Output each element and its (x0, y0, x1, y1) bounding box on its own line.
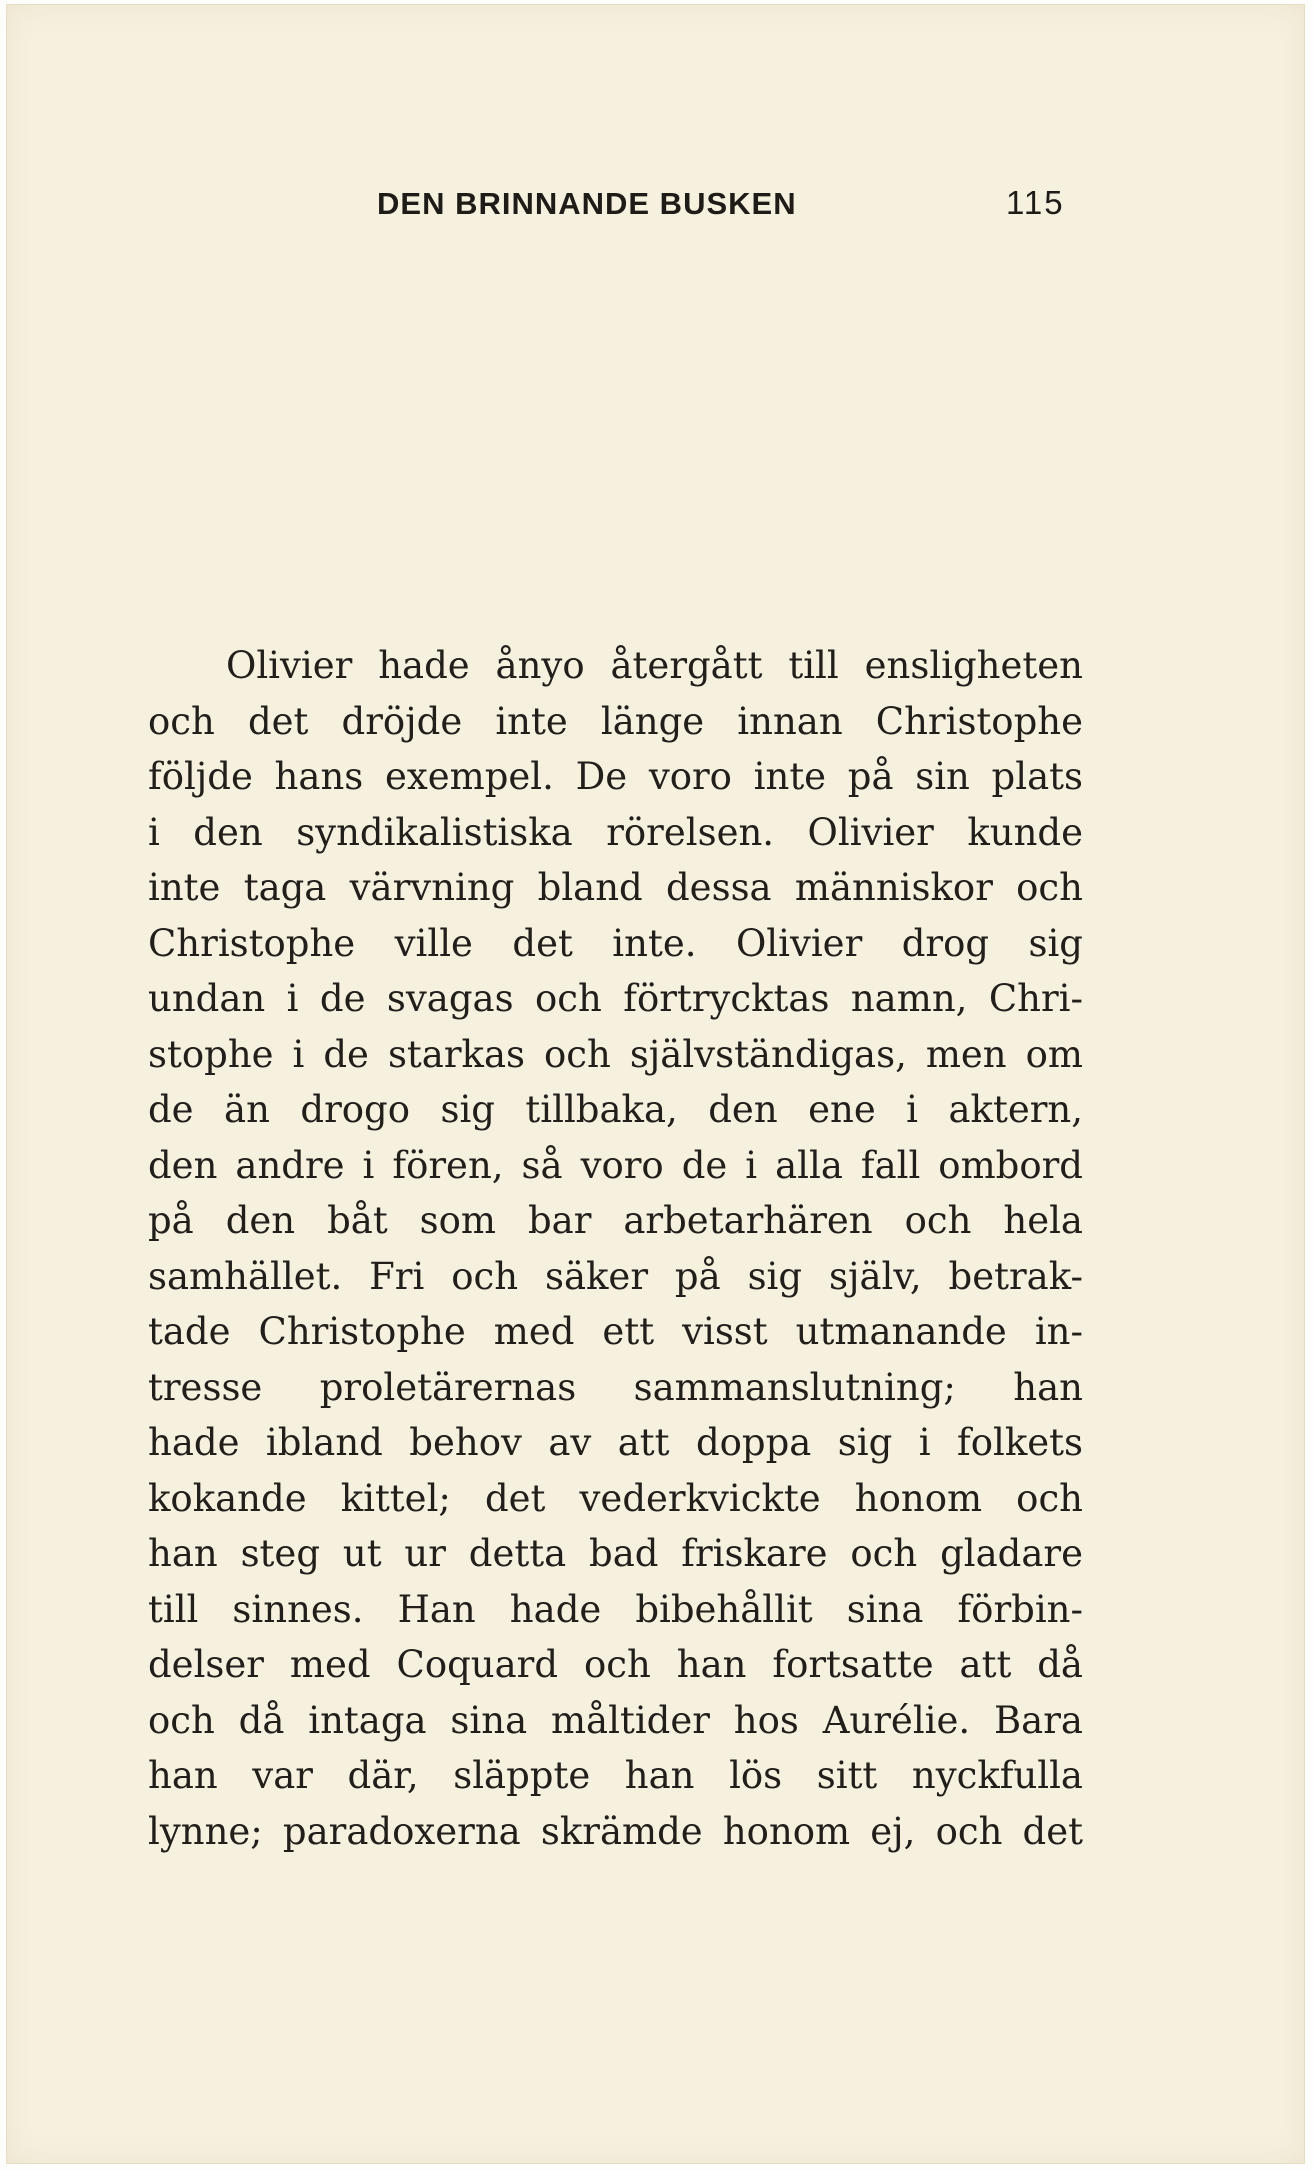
text-line: stophe i de starkas och självständigas, men om (148, 1032, 1083, 1076)
text-line: de än drogo sig tillbaka, den ene i aktern, (148, 1088, 1083, 1131)
text-line: undan i de svagas och förtrycktas namn, Chri- (148, 977, 1083, 1020)
book-page (6, 4, 1305, 2164)
text-line: inte taga värvning bland dessa människor och (148, 866, 1083, 909)
text-line: Christophe ville det inte. Olivier drog sig (148, 921, 1083, 965)
text-line: på den båt som bar arbetarhären och hela (148, 1199, 1083, 1242)
text-line: den andre i fören, så voro de i alla fall ombord (148, 1143, 1083, 1187)
text-line: han var där, släppte han lös sitt nyckfulla (148, 1754, 1083, 1797)
text-line: tresse proletärernas sammanslutning; han (148, 1365, 1083, 1409)
text-line: hade ibland behov av att doppa sig i folkets (148, 1421, 1083, 1464)
text-line: kokande kittel; det vederkvickte honom och (148, 1476, 1083, 1520)
body-paragraph (148, 638, 1083, 1859)
text-line: samhället. Fri och säker på sig själv, betrak- (148, 1254, 1083, 1298)
text-line: till sinnes. Han hade bibehållit sina förbin- (148, 1587, 1083, 1631)
text-line: lynne; paradoxerna skrämde honom ej, och det (148, 1809, 1083, 1853)
running-head: DEN BRINNANDE BUSKEN (377, 186, 797, 221)
text-line: tade Christophe med ett visst utmanande in- (148, 1310, 1083, 1353)
page-number: 115 (1006, 184, 1065, 221)
text-line: i den syndikalistiska rörelsen. Olivier kunde (148, 810, 1083, 854)
text-line: han steg ut ur detta bad friskare och gladare (148, 1532, 1083, 1575)
text-line: och det dröjde inte länge innan Christophe (148, 699, 1083, 743)
text-line: delser med Coquard och han fortsatte att då (148, 1643, 1083, 1686)
text-line: Olivier hade ånyo återgått till ensligheten (226, 644, 1083, 687)
text-line: och då intaga sina måltider hos Aurélie. Bara (148, 1698, 1083, 1742)
text-line: följde hans exempel. De voro inte på sin plats (148, 755, 1083, 798)
